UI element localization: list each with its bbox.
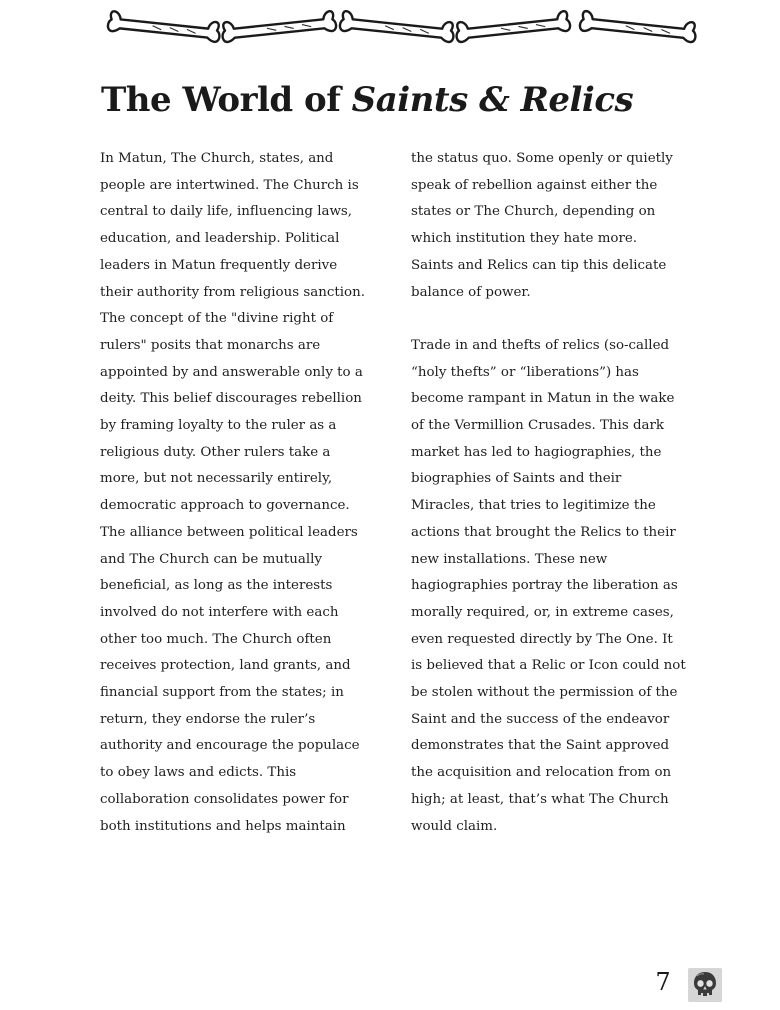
bone-border bbox=[100, 0, 700, 56]
text-line: The alliance between political leaders bbox=[100, 524, 358, 540]
text-line: leaders in Matun frequently derive bbox=[100, 257, 338, 273]
text-line: be stolen without the permission of the bbox=[411, 685, 678, 701]
text-line: states or The Church, depending on bbox=[411, 204, 656, 220]
paragraph bbox=[411, 333, 686, 840]
bone-icon bbox=[221, 11, 336, 43]
text-line: Miracles, that tries to legitimize the bbox=[411, 498, 656, 514]
right-column bbox=[411, 146, 686, 840]
text-line: central to daily life, influencing laws, bbox=[100, 204, 353, 220]
text-line: by framing loyalty to the ruler as a bbox=[100, 418, 337, 434]
skull-icon bbox=[688, 968, 722, 1002]
text-line: the acquisition and relocation from on bbox=[411, 765, 672, 781]
text-line: deity. This belief discourages rebellion bbox=[100, 391, 362, 407]
text-line: other too much. The Church often bbox=[100, 631, 332, 647]
text-line: both institutions and helps maintain bbox=[100, 818, 346, 834]
text-line: speak of rebellion against either the bbox=[411, 177, 658, 193]
text-line: morally required, or, in extreme cases, bbox=[411, 604, 674, 620]
bone-icon bbox=[339, 11, 454, 43]
text-line: return, they endorse the ruler’s bbox=[100, 711, 316, 727]
text-line: more, but not necessarily entirely, bbox=[100, 471, 333, 487]
text-line: market has led to hagiographies, the bbox=[411, 444, 662, 460]
page-title bbox=[101, 80, 633, 120]
text-line: “holy thefts” or “liberations”) has bbox=[411, 364, 639, 380]
text-line: education, and leadership. Political bbox=[100, 231, 340, 247]
text-line: new installations. These new bbox=[411, 551, 608, 567]
title-emphasis: Saints & Relics bbox=[351, 80, 634, 120]
text-line: receives protection, land grants, and bbox=[100, 658, 351, 674]
text-line: In Matun, The Church, states, and bbox=[100, 151, 334, 166]
text-line: collaboration consolidates power for bbox=[100, 791, 349, 807]
text-line: Saints and Relics can tip this delicate bbox=[411, 257, 667, 273]
text-line: of the Vermillion Crusades. This dark bbox=[411, 418, 665, 434]
text-line: involved do not interfere with each bbox=[100, 604, 339, 620]
text-line: to obey laws and edicts. This bbox=[100, 765, 297, 781]
text-line: and The Church can be mutually bbox=[100, 551, 323, 567]
title-prefix: The World of bbox=[101, 80, 352, 120]
text-line: is believed that a Relic or Icon could not bbox=[411, 658, 686, 674]
left-column bbox=[100, 146, 370, 840]
bone-icon bbox=[455, 11, 570, 43]
text-line: which institution they hate more. bbox=[411, 231, 638, 247]
text-line: Saint and the success of the endeavor bbox=[411, 711, 670, 727]
bone-icon bbox=[107, 11, 220, 43]
text-line: the status quo. Some openly or quietly bbox=[411, 151, 673, 166]
text-line: actions that brought the Relics to their bbox=[411, 524, 676, 540]
text-line: Trade in and thefts of relics (so-called bbox=[411, 337, 670, 353]
paragraph bbox=[411, 146, 681, 306]
text-line: demonstrates that the Saint approved bbox=[411, 738, 670, 754]
text-line: appointed by and answerable only to a bbox=[100, 364, 363, 380]
text-line: rulers" posits that monarchs are bbox=[100, 337, 321, 353]
text-line: authority and encourage the populace bbox=[100, 738, 360, 754]
text-line: even requested directly by The One. It bbox=[411, 631, 673, 647]
text-line: high; at least, that’s what The Church bbox=[411, 791, 669, 807]
text-line: democratic approach to governance. bbox=[100, 498, 350, 514]
text-line: hagiographies portray the liberation as bbox=[411, 578, 678, 594]
text-line: financial support from the states; in bbox=[100, 685, 344, 701]
text-line: their authority from religious sanction. bbox=[100, 284, 365, 300]
text-line: religious duty. Other rulers take a bbox=[100, 444, 331, 460]
text-line: biographies of Saints and their bbox=[411, 471, 622, 487]
text-line: would claim. bbox=[411, 818, 498, 834]
text-line: beneficial, as long as the interests bbox=[100, 578, 333, 594]
text-line: The concept of the "divine right of bbox=[100, 311, 334, 327]
page-number: 7 bbox=[655, 968, 671, 996]
text-line: balance of power. bbox=[411, 284, 531, 300]
text-line: become rampant in Matun in the wake bbox=[411, 391, 675, 407]
text-line: people are intertwined. The Church is bbox=[100, 177, 359, 193]
bone-icon bbox=[579, 11, 696, 43]
paragraph bbox=[100, 146, 370, 840]
